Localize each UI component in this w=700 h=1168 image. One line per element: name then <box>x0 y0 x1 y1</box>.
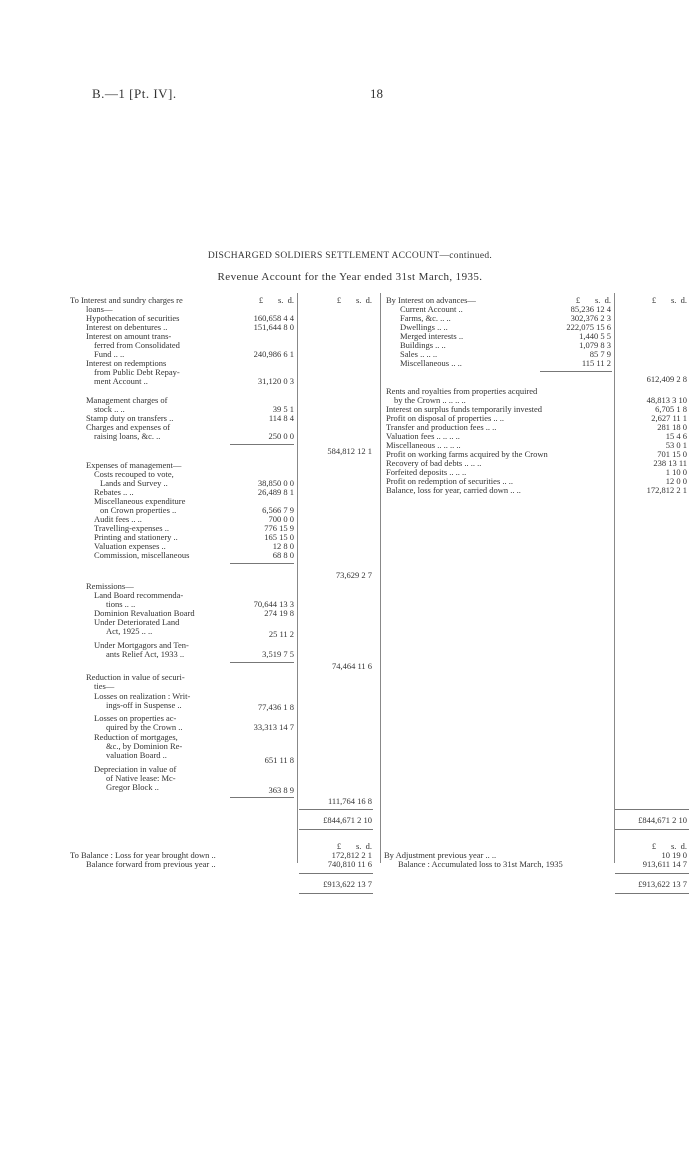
subtotal-rule <box>230 797 294 798</box>
debit-item-label: ment Account .. <box>94 376 148 386</box>
credit-item-amount: 701 15 0 <box>657 449 687 459</box>
debit-item-label: Costs recouped to vote, <box>94 469 174 479</box>
debit-item-amount: 39 5 1 <box>272 404 294 414</box>
debit-item-label: valuation Board .. <box>106 750 167 760</box>
credit-item-label: Transfer and production fees .. .. <box>386 422 497 432</box>
debit-item-label: Interest on debentures .. <box>86 322 168 332</box>
account-title: DISCHARGED SOLDIERS SETTLEMENT ACCOUNT—continued. <box>207 251 493 261</box>
debit-item-amount: 274 19 8 <box>264 608 294 618</box>
total-rule <box>615 829 689 830</box>
debit-item-label: Under Deteriorated Land <box>94 617 180 627</box>
debit-item-label: Hypothecation of securities <box>86 313 180 323</box>
credit-item-label: Buildings .. .. <box>400 340 446 350</box>
management-total: 73,629 2 7 <box>335 570 372 580</box>
credit-item-amount: 115 11 2 <box>581 358 611 368</box>
credit-item-label: Miscellaneous .. .. .. .. <box>386 440 461 450</box>
debit-item-label: Interest on redemptions <box>86 358 167 368</box>
debit-item-amount: 68 8 0 <box>272 550 294 560</box>
subtotal-rule <box>540 371 612 372</box>
debit-item-amount: 363 8 9 <box>268 785 294 795</box>
debit-item-label: &c., by Dominion Re- <box>106 741 183 751</box>
debit-item-label: Stamp duty on transfers .. <box>86 413 174 423</box>
debit-item-amount: 151,644 8 0 <box>253 322 294 332</box>
credit-item-amount: 85 7 9 <box>589 349 611 359</box>
debit-item-amount: 114 8 4 <box>268 413 294 423</box>
credit-item-amount: 53 0 1 <box>665 440 687 450</box>
advances-heading: By Interest on advances— <box>386 295 476 305</box>
debit-item-label: from Public Debt Repay- <box>94 367 180 377</box>
left-total-currency-heading: £ s. d. <box>336 295 372 305</box>
debit-item-amount: 70,644 13 3 <box>253 599 294 609</box>
credit-item-amount: 238 13 11 <box>653 458 687 468</box>
debit-item-amount: 3,519 7 5 <box>262 649 294 659</box>
debit-balance-label: To Balance : Loss for year brought down .. <box>70 850 216 860</box>
debit-item-label: Reduction of mortgages, <box>94 732 178 742</box>
debit-item-label: Commission, miscellaneous <box>94 550 190 560</box>
total-rule <box>299 893 373 894</box>
debit-item-amount: 651 11 8 <box>264 755 294 765</box>
debit-item-label: Printing and stationery .. <box>94 532 178 542</box>
credit-item-label: Merged interests .. <box>400 331 464 341</box>
debit-item-amount: 38,850 0 0 <box>257 478 294 488</box>
credit-balance-label: Balance : Accumulated loss to 31st March, 1935 <box>398 859 563 869</box>
credit-item-label: Rents and royalties from properties acquired <box>386 386 538 396</box>
debit-item-label: ferred from Consolidated <box>94 340 180 350</box>
debit-item-label: Act, 1925 .. .. <box>106 626 153 636</box>
debit-item-label: Rebates .. .. <box>94 487 134 497</box>
debit-item-amount: 31,120 0 3 <box>257 376 294 386</box>
credit-item-amount: 172,812 2 1 <box>646 485 687 495</box>
credit-item-label: Profit on working farms acquired by the Crown <box>386 449 548 459</box>
debit-item-label: Audit fees .. .. <box>94 514 142 524</box>
credit-item-label: Farms, &c. .. .. <box>400 313 451 323</box>
debit-item-label: Fund .. .. <box>94 349 125 359</box>
debit-item-label: ants Relief Act, 1933 .. <box>106 649 185 659</box>
debit-item-label: stock .. .. <box>94 404 125 414</box>
total-rule <box>299 829 373 830</box>
credit-item-label: Valuation fees .. .. .. .. <box>386 431 460 441</box>
total-rule <box>615 893 689 894</box>
debit-item-label: Gregor Block .. <box>106 782 159 792</box>
account-subtitle: Revenue Account for the Year ended 31st March, 1935. <box>217 271 483 283</box>
total-rule <box>299 873 373 874</box>
debit-balance-amount: 740,810 11 6 <box>327 859 372 869</box>
debit-item-label: Losses on properties ac- <box>94 713 177 723</box>
page-number: 18 <box>370 86 383 101</box>
advances-total: 612,409 2 8 <box>646 374 687 384</box>
debit-item-label: Valuation expenses .. <box>94 541 166 551</box>
debit-item-label: Interest on amount trans- <box>86 331 172 341</box>
credit-item-amount: 48,813 3 10 <box>646 395 687 405</box>
credit-item-label: Forfeited deposits .. .. .. <box>386 467 467 477</box>
total-rule <box>615 873 689 874</box>
credit-item-label: Balance, loss for year, carried down .. .. <box>386 485 521 495</box>
debit-item-amount: 165 15 0 <box>264 532 294 542</box>
credit-item-amount: 15 4 6 <box>665 431 687 441</box>
credit-item-label: Miscellaneous .. .. <box>400 358 462 368</box>
debit-item-amount: 700 0 0 <box>268 514 294 524</box>
debit-item-label: tions .. .. <box>106 599 136 609</box>
debit-grand-total: £844,671 2 10 <box>323 815 372 825</box>
credit-item-amount: 302,376 2 3 <box>570 313 611 323</box>
credit-item-amount: 281 18 0 <box>657 422 687 432</box>
credit-item-amount: 12 0 0 <box>665 476 687 486</box>
left-sub-currency-heading: £ s. d. <box>258 295 294 305</box>
credit-item-label: Dwellings .. .. <box>400 322 448 332</box>
debit-balance-total: £913,622 13 7 <box>323 879 372 889</box>
interest-heading-cont: loans— <box>86 304 113 314</box>
credit-item-label: Current Account .. <box>400 304 463 314</box>
credit-item-label: Interest on surplus funds temporarily invested <box>386 404 543 414</box>
debit-item-amount: 160,658 4 4 <box>253 313 294 323</box>
reduction-heading: Reduction in value of securi- <box>86 672 185 682</box>
debit-item-label: Land Board recommenda- <box>94 590 184 600</box>
credit-item-amount: 1,079 8 3 <box>579 340 611 350</box>
credit-item-amount: 2,627 11 1 <box>651 413 687 423</box>
total-rule <box>615 809 689 810</box>
debit-balance-label: Balance forward from previous year .. <box>86 859 216 869</box>
credit-item-label: Profit on disposal of properties .. .. <box>386 413 505 423</box>
debit-item-label: raising loans, &c. .. <box>94 431 161 441</box>
debit-item-label: Depreciation in value of <box>94 764 177 774</box>
credit-item-amount: 85,236 12 4 <box>570 304 611 314</box>
remissions-heading: Remissions— <box>86 581 134 591</box>
interest-total: 584,812 12 1 <box>327 446 372 456</box>
interest-heading: To Interest and sundry charges re <box>70 295 183 305</box>
center-column-rule <box>380 293 381 863</box>
management-heading: Expenses of management— <box>86 460 182 470</box>
right-total-currency-heading: £ s. d. <box>651 295 687 305</box>
debit-item-amount: 26,489 8 1 <box>257 487 294 497</box>
debit-item-label: Under Mortgagors and Ten- <box>94 640 189 650</box>
credit-balance-total: £913,622 13 7 <box>638 879 687 889</box>
credit-item-amount: 1 10 0 <box>665 467 687 477</box>
credit-item-label: Recovery of bad debts .. .. .. <box>386 458 482 468</box>
subtotal-rule <box>230 662 294 663</box>
debit-item-label: Charges and expenses of <box>86 422 171 432</box>
remissions-total: 74,464 11 6 <box>331 661 372 671</box>
document-reference: B.—1 [Pt. IV]. <box>92 86 177 101</box>
credit-item-amount: 6,705 1 8 <box>655 404 687 414</box>
debit-item-amount: 240,986 6 1 <box>253 349 294 359</box>
credit-item-amount: 1,440 5 5 <box>579 331 611 341</box>
credit-item-label: Sales .. .. .. <box>400 349 438 359</box>
credit-balance-label: By Adjustment previous year .. .. <box>384 850 497 860</box>
debit-item-amount: 77,436 1 8 <box>257 702 294 712</box>
debit-item-label: on Crown properties .. <box>100 505 177 515</box>
debit-item-label: of Native lease: Mc- <box>106 773 176 783</box>
credit-balance-amount: 913,611 14 7 <box>642 859 687 869</box>
right-balance-currency-heading: £ s. d. <box>651 841 687 851</box>
debit-item-amount: 33,313 14 7 <box>253 722 294 732</box>
debit-balance-amount: 172,812 2 1 <box>331 850 372 860</box>
debit-item-label: Losses on realization : Writ- <box>94 691 191 701</box>
credit-item-amount: 222,075 15 6 <box>566 322 611 332</box>
reduction-heading-cont: ties— <box>94 681 115 691</box>
debit-item-amount: 6,566 7 9 <box>262 505 294 515</box>
debit-item-label: ings-off in Suspense .. <box>106 700 182 710</box>
right-sub-currency-heading: £ s. d. <box>575 295 611 305</box>
reduction-total: 111,764 16 8 <box>328 796 372 806</box>
debit-item-label: Travelling-expenses .. <box>94 523 169 533</box>
debit-item-label: Lands and Survey .. <box>100 478 168 488</box>
debit-item-amount: 12 8 0 <box>272 541 294 551</box>
subtotal-rule <box>230 444 294 445</box>
subtotal-rule <box>230 563 294 564</box>
debit-item-label: Management charges of <box>86 395 168 405</box>
credit-item-label: by the Crown .. .. .. .. <box>394 395 466 405</box>
debit-item-amount: 776 15 9 <box>264 523 294 533</box>
credit-grand-total: £844,671 2 10 <box>638 815 687 825</box>
credit-item-label: Profit on redemption of securities .. .. <box>386 476 514 486</box>
debit-item-amount: 250 0 0 <box>268 431 294 441</box>
debit-item-amount: 25 11 2 <box>268 629 294 639</box>
left-balance-currency-heading: £ s. d. <box>336 841 372 851</box>
total-rule <box>299 809 373 810</box>
debit-item-label: quired by the Crown .. <box>106 722 183 732</box>
debit-item-label: Miscellaneous expenditure <box>94 496 186 506</box>
credit-balance-amount: 10 19 0 <box>661 850 687 860</box>
debit-item-label: Dominion Revaluation Board <box>94 608 195 618</box>
